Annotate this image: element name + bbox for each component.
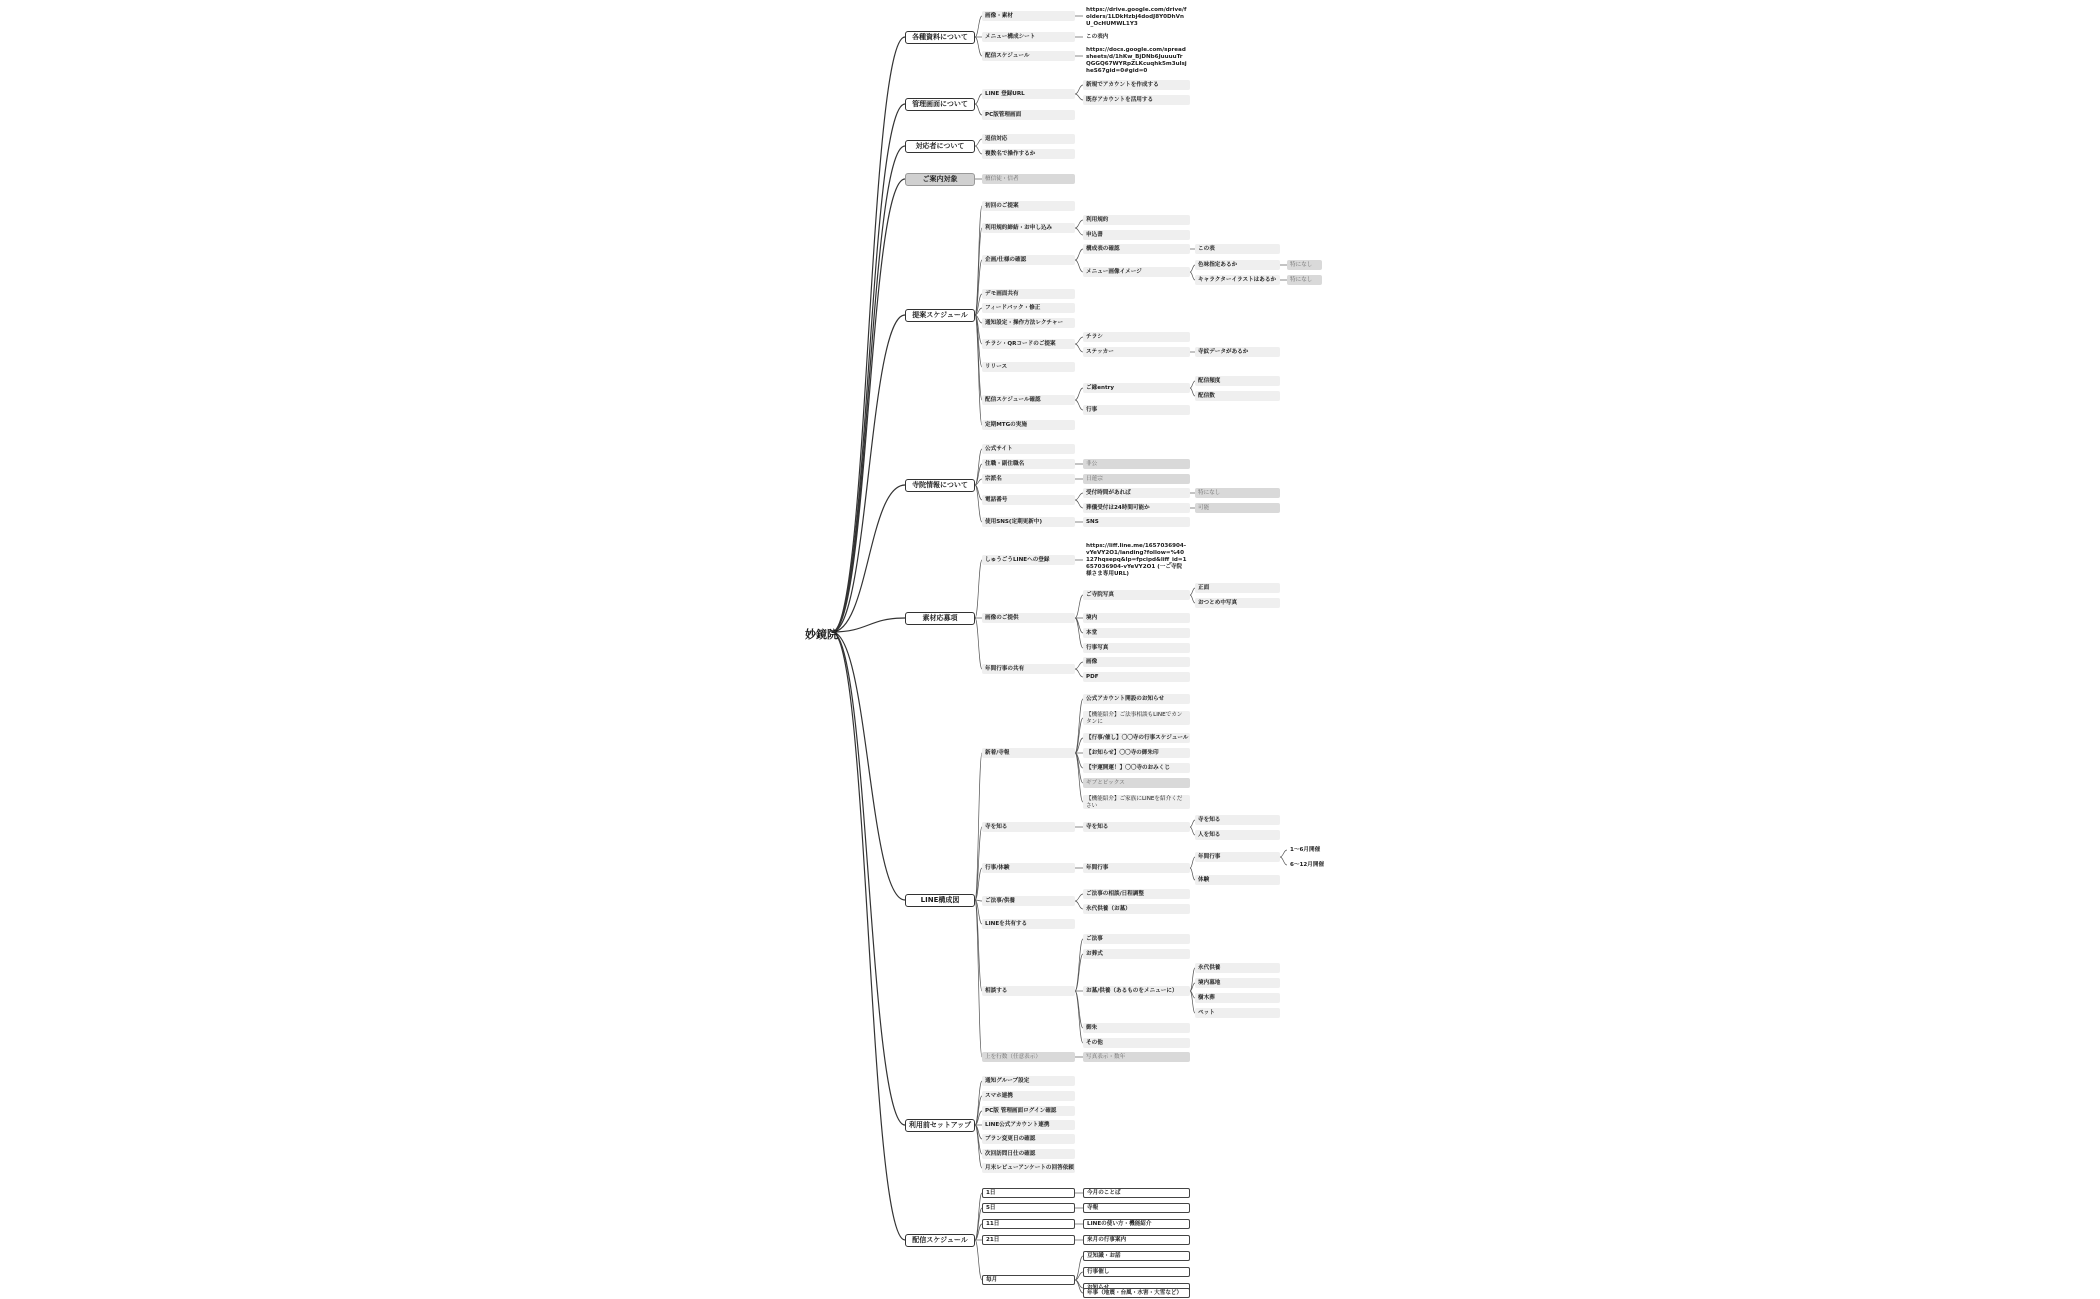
node-a2[interactable]: 管理画面について xyxy=(905,98,975,111)
node-a5[interactable]: 提案スケジュール xyxy=(905,309,975,322)
node-a10-5-4[interactable]: 年事（地震・台風・水害・大雪など） xyxy=(1083,1288,1190,1298)
link-a7-2-4 xyxy=(1075,618,1083,648)
node-a8-2[interactable]: 寺を知る xyxy=(982,822,1075,832)
node-a9-1[interactable]: 通知グループ設定 xyxy=(982,1076,1075,1086)
node-a8-1-5[interactable]: 【宇運開運！】〇〇寺のおみくじ xyxy=(1083,763,1190,773)
link-a8-1 xyxy=(975,753,982,900)
node-a5-2-1[interactable]: 利用規約 xyxy=(1083,215,1190,225)
node-a6-4-2[interactable]: 葬儀受付は24時間可能か xyxy=(1083,503,1190,513)
node-a7-2-2[interactable]: 境内 xyxy=(1083,613,1190,623)
node-a5-7-2-1[interactable]: 寺紋データがあるか xyxy=(1195,347,1280,357)
node-a6-5[interactable]: 使用SNS(定期更新中) xyxy=(982,517,1075,527)
node-a5-7-1[interactable]: チラシ xyxy=(1083,332,1190,342)
node-a8-2-1[interactable]: 寺を知る xyxy=(1083,822,1190,832)
node-a5-2-2[interactable]: 申込書 xyxy=(1083,230,1190,240)
node-a8-6-5[interactable]: その他 xyxy=(1083,1038,1190,1048)
node-a6-1[interactable]: 公式サイト xyxy=(982,444,1075,454)
node-a8-6-2[interactable]: お葬式 xyxy=(1083,949,1190,959)
node-a8[interactable]: LINE構成図 xyxy=(905,894,975,907)
node-a9[interactable]: 利用前セットアップ xyxy=(905,1119,975,1132)
node-a5-9-1-2[interactable]: 配信数 xyxy=(1195,391,1280,401)
node-a2-1-2[interactable]: 既存アカウントを活用する xyxy=(1083,95,1190,105)
node-a8-2-1-2[interactable]: 人を知る xyxy=(1195,830,1280,840)
node-a5-3-2[interactable]: メニュー画像イメージ xyxy=(1083,267,1190,277)
link-a1 xyxy=(832,37,905,632)
node-a6-2[interactable]: 住職・副住職名 xyxy=(982,459,1075,469)
link-a7-2-1 xyxy=(1075,595,1083,618)
node-a8-1-4[interactable]: 【お知らせ】〇〇寺の御朱印 xyxy=(1083,748,1190,758)
node-a8-1-6[interactable]: ギブとピックス xyxy=(1083,778,1190,788)
node-a5-8[interactable]: リリース xyxy=(982,362,1075,372)
node-a8-3-1-1-2[interactable]: 6〜12月開催 xyxy=(1290,861,1325,868)
node-a8-3-1-2[interactable]: 体験 xyxy=(1195,875,1280,885)
link-a5-2-2 xyxy=(1075,228,1083,235)
node-a8-2-1-1[interactable]: 寺を知る xyxy=(1195,815,1280,825)
node-a8-4-2[interactable]: 永代供養（お墓） xyxy=(1083,904,1190,914)
link-a8-3-1-1-2 xyxy=(1280,857,1287,865)
node-a10-2[interactable]: 5日 xyxy=(982,1203,1075,1213)
node-a10-5[interactable]: 毎月 xyxy=(982,1275,1075,1285)
node-a8-7-1[interactable]: 写真表示・数年 xyxy=(1083,1052,1190,1062)
node-a7-2-4[interactable]: 行事写真 xyxy=(1083,643,1190,653)
link-a7-3 xyxy=(975,618,982,669)
node-a8-6-4[interactable]: 御朱 xyxy=(1083,1023,1190,1033)
node-a5-1[interactable]: 初回のご提案 xyxy=(982,201,1075,211)
link-a8-3-1-1-1 xyxy=(1280,850,1287,857)
node-a4-1[interactable]: 檀信徒・信者 xyxy=(982,174,1075,184)
node-a9-7[interactable]: 月末レビューアンケートの回答依頼 xyxy=(982,1163,1075,1173)
node-a8-6[interactable]: 相談する xyxy=(982,986,1075,996)
link-a10 xyxy=(832,632,905,1240)
node-a6-4-1-1[interactable]: 特になし xyxy=(1195,488,1280,498)
node-a6-4-1[interactable]: 受付時間があれば xyxy=(1083,488,1190,498)
node-a7-2[interactable]: 画像のご提供 xyxy=(982,613,1075,623)
link-a8-6-5 xyxy=(1075,991,1083,1043)
node-a5-4[interactable]: デモ画面共有 xyxy=(982,289,1075,299)
node-a8-3-1[interactable]: 年間行事 xyxy=(1083,863,1190,873)
node-a8-3[interactable]: 行事/体験 xyxy=(982,863,1075,873)
node-a5-5[interactable]: フィードバック・修正 xyxy=(982,303,1075,313)
link-a7-1 xyxy=(975,560,982,618)
node-a6[interactable]: 寺院情報について xyxy=(905,479,975,492)
link-a5-7-2 xyxy=(1075,344,1083,352)
node-a7-3-2[interactable]: PDF xyxy=(1083,672,1190,682)
node-a8-3-1-1[interactable]: 年間行事 xyxy=(1195,852,1280,862)
link-a2-1-2 xyxy=(1075,94,1083,100)
node-a6-4[interactable]: 電話番号 xyxy=(982,495,1075,505)
node-a3[interactable]: 対応者について xyxy=(905,140,975,153)
node-a1-3[interactable]: 配信スケジュール xyxy=(982,51,1075,61)
link-a5-1 xyxy=(975,206,982,315)
node-a10-2-1[interactable]: 寺報 xyxy=(1083,1203,1190,1213)
node-a10-5-1[interactable]: 豆知識・お話 xyxy=(1083,1251,1190,1261)
node-a10-1-1[interactable]: 今月のことば xyxy=(1083,1188,1190,1198)
link-a1-1 xyxy=(975,16,982,37)
node-a5-3-1-1[interactable]: この表 xyxy=(1195,244,1280,254)
link-a6-5 xyxy=(975,485,982,522)
link-a6-4-1 xyxy=(1075,493,1083,500)
link-a4 xyxy=(832,179,905,632)
node-a7[interactable]: 素材応募項 xyxy=(905,612,975,625)
node-a6-5-1[interactable]: SNS xyxy=(1083,517,1190,527)
node-a8-5[interactable]: LINEを共有する xyxy=(982,919,1075,929)
node-a6-4-2-1[interactable]: 可能 xyxy=(1195,503,1280,513)
node-a7-1-1[interactable]: https://liff.line.me/1657036904-vYeVY2O1/landing?follow=%40127hqsepq&lp=fpcipd&liff_id=1657036904-vYeVY2O1 (一ご寺院様さま専用URL) xyxy=(1086,543,1187,577)
node-a5-10[interactable]: 定期MTGの実施 xyxy=(982,420,1075,430)
node-a8-6-1[interactable]: ご法事 xyxy=(1083,934,1190,944)
link-a8-6-2 xyxy=(1075,954,1083,991)
node-a10-5-2[interactable]: 行事催し xyxy=(1083,1267,1190,1277)
link-a2-2 xyxy=(975,104,982,115)
link-a5-9-1 xyxy=(1075,388,1083,400)
node-a6-2-1[interactable]: 非公 xyxy=(1083,459,1190,469)
node-a7-2-1-2[interactable]: おつとめ中写真 xyxy=(1195,598,1280,608)
link-a6-4-2 xyxy=(1075,500,1083,508)
node-a7-3-1[interactable]: 画像 xyxy=(1083,657,1190,667)
node-a5-3-2-1-1[interactable]: 特になし xyxy=(1287,260,1322,270)
node-a8-1-7[interactable]: 【機能紹介】ご家族にLINEを紹介ください xyxy=(1083,795,1190,809)
node-a9-5[interactable]: プラン変更日の確認 xyxy=(982,1134,1075,1144)
node-a8-4[interactable]: ご法事/供養 xyxy=(982,896,1075,906)
node-a3-2[interactable]: 複数名で操作するか xyxy=(982,149,1075,159)
node-a9-3[interactable]: PC版 管理画面ログイン確認 xyxy=(982,1106,1075,1116)
node-a10-1[interactable]: 1日 xyxy=(982,1188,1075,1198)
node-a5-9-1[interactable]: ご縁entry xyxy=(1083,383,1190,393)
node-a7-1[interactable]: しゅうごうLINEへの登録 xyxy=(982,555,1075,565)
root-node[interactable]: 妙鏡院 xyxy=(805,628,838,641)
link-a9 xyxy=(832,632,905,1125)
node-a7-3[interactable]: 年間行事の共有 xyxy=(982,664,1075,674)
node-a10[interactable]: 配信スケジュール xyxy=(905,1234,975,1247)
node-a1-3-1[interactable]: https://docs.google.com/spreadsheets/d/1hKw_BjDNb6JuuuuTrQGGQ67WYRpZLKcuqhk5m3ulsjheS67gid=0#gid=0 xyxy=(1086,47,1187,74)
link-a10-5 xyxy=(975,1240,982,1280)
link-a2-1-1 xyxy=(1075,85,1083,94)
node-a1-2-1[interactable]: この表内 xyxy=(1086,33,1109,40)
node-a5-3-1[interactable]: 構成表の確認 xyxy=(1083,244,1190,254)
link-a8-4-2 xyxy=(1075,901,1083,909)
node-a5-9-1-1[interactable]: 配信頻度 xyxy=(1195,376,1280,386)
node-a8-7[interactable]: 上を行数（任意表示） xyxy=(982,1052,1075,1062)
link-a5-3-2 xyxy=(1075,260,1083,272)
link-a8-6-1 xyxy=(1075,939,1083,991)
node-a6-3-1[interactable]: 日蓮宗 xyxy=(1083,474,1190,484)
node-a10-3-1[interactable]: LINEの使い方・機能紹介 xyxy=(1083,1219,1190,1229)
node-a5-3-2-2-1[interactable]: 特になし xyxy=(1287,275,1322,285)
node-a5-7[interactable]: チラシ・QRコードのご提案 xyxy=(982,339,1075,349)
node-a9-6[interactable]: 次回訪問日仕の確認 xyxy=(982,1149,1075,1159)
node-a10-4-1[interactable]: 来月の行事案内 xyxy=(1083,1235,1190,1245)
link-a8-7 xyxy=(975,900,982,1057)
node-a9-4[interactable]: LINE公式アカウント連携 xyxy=(982,1120,1075,1130)
node-a8-4-1[interactable]: ご法事の相談/日程調整 xyxy=(1083,889,1190,899)
node-a6-3[interactable]: 宗派名 xyxy=(982,474,1075,484)
node-a1-1-1[interactable]: https://drive.google.com/drive/folders/1LDkHzbj4dodJ8Y0DhVnU_OcHUMWL1Y3 xyxy=(1086,7,1187,27)
node-a1-1[interactable]: 画像・素材 xyxy=(982,11,1075,21)
node-a8-6-3[interactable]: お墓/供養（あるものをメニューに） xyxy=(1083,986,1190,996)
node-a2-1-1[interactable]: 新規でアカウントを作成する xyxy=(1083,80,1190,90)
link-a2 xyxy=(832,104,905,632)
link-a2-1 xyxy=(975,94,982,104)
link-a5-9-2 xyxy=(1075,400,1083,410)
node-a8-1[interactable]: 新着/寺報 xyxy=(982,748,1075,758)
node-a7-2-1-1[interactable]: 正面 xyxy=(1195,583,1280,593)
node-a2-1[interactable]: LINE 登録URL xyxy=(982,89,1075,99)
node-a3-1[interactable]: 返信対応 xyxy=(982,134,1075,144)
node-a8-1-2[interactable]: 【機能紹介】ご法事相談もLINEでカンタンに xyxy=(1083,711,1190,725)
node-a8-6-3-3[interactable]: 樹木葬 xyxy=(1195,993,1280,1003)
node-a5-3-2-2[interactable]: キャラクターイラストはあるか xyxy=(1195,275,1280,285)
link-a5-2-1 xyxy=(1075,220,1083,228)
node-a5-6[interactable]: 通知設定・操作方法レクチャー xyxy=(982,318,1075,328)
link-a5-3-1 xyxy=(1075,249,1083,260)
node-a1[interactable]: 各種資料について xyxy=(905,31,975,44)
node-a5-7-2[interactable]: ステッカー xyxy=(1083,347,1190,357)
link-a7-3-2 xyxy=(1075,669,1083,677)
node-a8-6-3-2[interactable]: 境内墓地 xyxy=(1195,978,1280,988)
link-a8 xyxy=(832,632,905,900)
node-a7-2-3[interactable]: 本堂 xyxy=(1083,628,1190,638)
node-a10-3[interactable]: 11日 xyxy=(982,1219,1075,1229)
node-a8-3-1-1-1[interactable]: 1〜6月開催 xyxy=(1290,846,1321,853)
node-a4[interactable]: ご案内対象 xyxy=(905,173,975,186)
link-a8-6-4 xyxy=(1075,991,1083,1028)
node-a5-9-2[interactable]: 行事 xyxy=(1083,405,1190,415)
node-a7-2-1[interactable]: ご寺院写真 xyxy=(1083,590,1190,600)
link-a3-1 xyxy=(975,139,982,146)
node-a8-6-3-1[interactable]: 永代供養 xyxy=(1195,963,1280,973)
node-a9-2[interactable]: スマホ連携 xyxy=(982,1091,1075,1101)
node-a1-2[interactable]: メニュー構成シート xyxy=(982,32,1075,42)
link-a1-3 xyxy=(975,37,982,56)
node-a5-3[interactable]: 企画/仕様の確認 xyxy=(982,255,1075,265)
link-a10-5-4 xyxy=(1075,1280,1083,1293)
link-a5-7-1 xyxy=(1075,337,1083,344)
link-a3-2 xyxy=(975,146,982,154)
node-a10-4[interactable]: 21日 xyxy=(982,1235,1075,1245)
node-a5-3-2-1[interactable]: 色味指定あるか xyxy=(1195,260,1280,270)
node-a5-2[interactable]: 利用規約締結・お申し込み xyxy=(982,223,1075,233)
link-a7-3-1 xyxy=(1075,662,1083,669)
node-a8-1-3[interactable]: 【行事/催し】〇〇寺の行事スケジュール xyxy=(1083,733,1190,743)
node-a8-6-3-4[interactable]: ペット xyxy=(1195,1008,1280,1018)
link-a8-4-1 xyxy=(1075,894,1083,901)
node-a8-1-1[interactable]: 公式アカウント開設のお知らせ xyxy=(1083,694,1190,704)
node-a5-9[interactable]: 配信スケジュール確認 xyxy=(982,395,1075,405)
node-a2-2[interactable]: PC版管理画面 xyxy=(982,110,1075,120)
link-a5-2 xyxy=(975,228,982,315)
